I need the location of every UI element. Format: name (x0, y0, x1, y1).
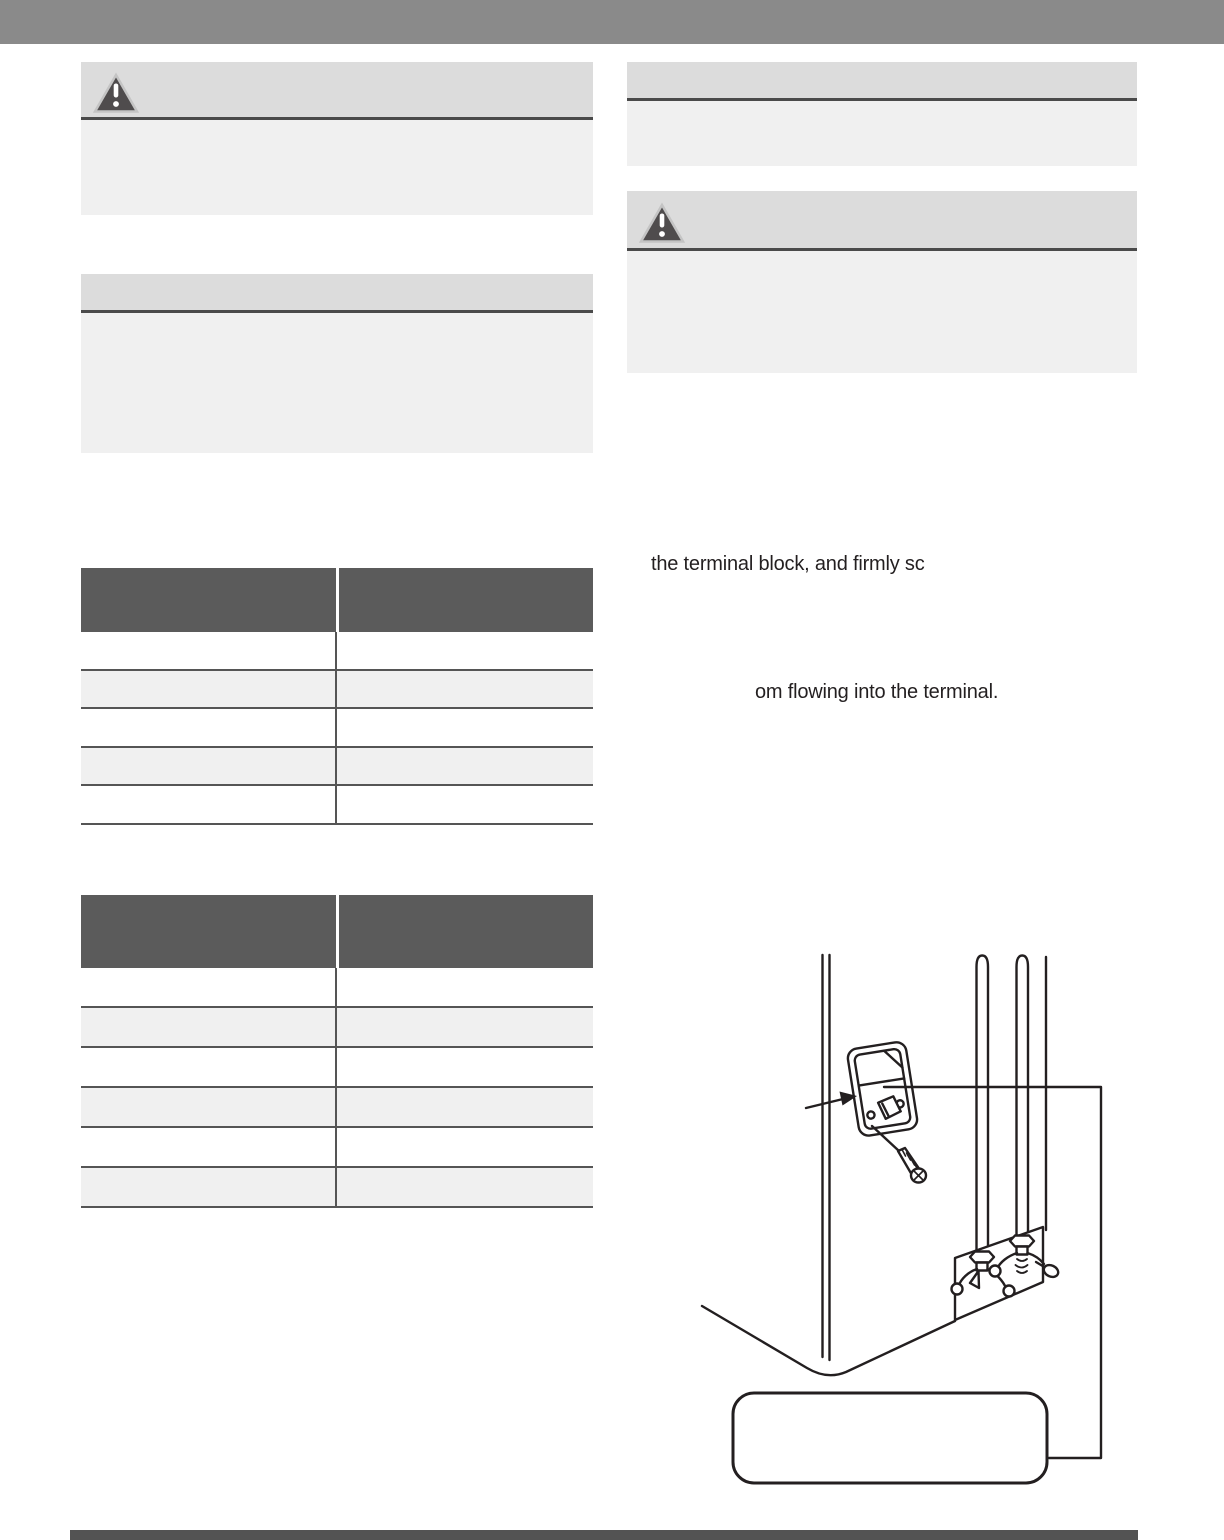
warning-box-body (627, 251, 1137, 373)
table-cell (81, 671, 337, 708)
warning-box-header (627, 191, 1137, 248)
page-footer-bar (70, 1530, 1138, 1540)
table-cell (81, 709, 337, 746)
table-row (81, 786, 593, 825)
terminal-cover-icon (846, 1041, 918, 1137)
table-row (81, 671, 593, 710)
table-cell (81, 1008, 337, 1046)
table-cell (337, 671, 593, 708)
table-cell (337, 968, 593, 1006)
page-top-bar (0, 0, 1224, 44)
table-cell (337, 1008, 593, 1046)
table-row (81, 632, 593, 671)
table-row (81, 748, 593, 787)
table-cell (81, 748, 337, 785)
warning-box-right (627, 191, 1137, 373)
note-box-body (627, 101, 1137, 166)
table-header-cell (339, 568, 594, 632)
table-header-cell (81, 895, 339, 968)
table-row (81, 1088, 593, 1128)
note-box-body (81, 313, 593, 453)
table-cell (81, 968, 337, 1006)
warning-box-body (81, 120, 593, 215)
note-box-header (627, 62, 1137, 98)
table-cell (337, 786, 593, 823)
table-body (81, 632, 593, 825)
spec-table-2 (81, 895, 593, 1208)
table-cell (337, 632, 593, 669)
warning-box-header (81, 62, 593, 117)
warning-box-left (81, 62, 593, 215)
spec-table-1 (81, 568, 593, 825)
installation-diagram (690, 940, 1150, 1500)
table-cell (81, 1128, 337, 1166)
table-cell (337, 1168, 593, 1206)
pointer-arrow-icon (806, 1092, 857, 1109)
note-box-right (627, 62, 1137, 166)
table-body (81, 968, 593, 1208)
table-header-row (81, 895, 593, 968)
text-fragment-terminal-block: the terminal block, and firmly sc (651, 553, 925, 575)
note-box-left (81, 274, 593, 453)
table-cell (81, 1048, 337, 1086)
table-row (81, 968, 593, 1008)
warning-triangle-icon (93, 72, 139, 120)
table-cell (81, 632, 337, 669)
table-cell (81, 1088, 337, 1126)
table-row (81, 1008, 593, 1048)
table-cell (337, 1088, 593, 1126)
screw-icon (872, 1126, 926, 1183)
table-header-cell (81, 568, 339, 632)
table-header-cell (339, 895, 594, 968)
table-cell (81, 786, 337, 823)
table-cell (81, 1168, 337, 1206)
table-row (81, 1168, 593, 1208)
table-cell (337, 1048, 593, 1086)
warning-triangle-icon (637, 202, 687, 250)
note-box-header (81, 274, 593, 310)
table-row (81, 709, 593, 748)
callout-box (733, 1393, 1047, 1483)
table-header-row (81, 568, 593, 632)
table-cell (337, 709, 593, 746)
table-row (81, 1128, 593, 1168)
table-row (81, 1048, 593, 1088)
appliance-outline (702, 955, 1046, 1375)
water-pipes (977, 956, 1029, 1255)
text-fragment-flowing-terminal: om flowing into the terminal. (755, 681, 999, 703)
table-cell (337, 1128, 593, 1166)
table-cell (337, 748, 593, 785)
